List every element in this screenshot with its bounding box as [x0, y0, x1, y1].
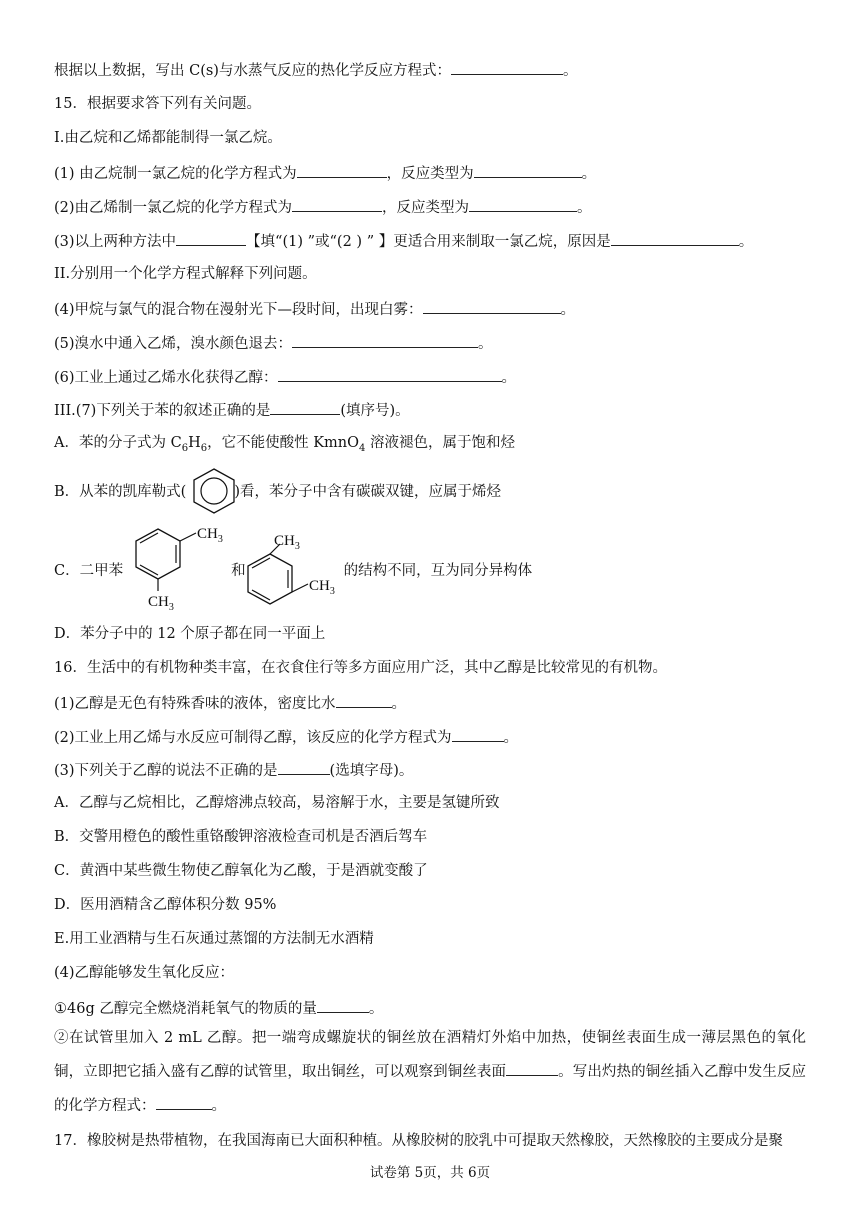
section-ii-heading: II.分别用一个化学方程式解释下列问题。: [54, 266, 317, 282]
question-15-7: III.(7)下列关于苯的叙述正确的是 (填序号)。: [54, 399, 410, 421]
ch3-label: $CH_3$: [148, 594, 174, 613]
question-15-title: 15．根据要求答下列有关问题。: [54, 96, 261, 112]
answer-blank[interactable]: [292, 196, 382, 212]
section-i-heading: I.由乙烷和乙烯都能制得一氯乙烷。: [54, 130, 282, 146]
option-d: D．苯分子中的 12 个原子都在同一平面上: [54, 626, 326, 642]
question-16-4-1: ①46g 乙醇完全燃烧消耗氧气的物质的量 。: [54, 997, 383, 1019]
page-footer: 试卷第 5页，共 6页: [369, 1165, 491, 1181]
option-16-c: C．黄酒中某些微生物使乙醇氧化为乙酸，于是酒就变酸了: [54, 863, 428, 879]
answer-blank[interactable]: [451, 59, 563, 75]
line-heat-equation: 根据以上数据，写出 C(s)与水蒸气反应的热化学反应方程式： 。: [54, 59, 577, 81]
ch3-label: $CH_3$: [274, 533, 300, 552]
answer-blank[interactable]: [452, 726, 504, 742]
answer-blank[interactable]: [292, 332, 478, 348]
answer-blank[interactable]: [469, 196, 577, 212]
option-16-e: E.用工业酒精与生石灰通过蒸馏的方法制无水酒精: [54, 931, 374, 947]
answer-blank[interactable]: [278, 759, 330, 775]
option-a: A．苯的分子式为 $C_6H_6$，它不能使酸性 KmnO$_4$ 溶液褪色，属于饱和烃: [54, 435, 515, 454]
option-c: C．二甲苯 和 的结构不同，互为同分异构体: [54, 563, 533, 579]
question-15-1: (1) 由乙烷制一氯乙烷的化学方程式为 ，反应类型为 。: [54, 162, 596, 184]
answer-blank[interactable]: [278, 366, 502, 382]
question-16-4: (4)乙醇能够发生氧化反应：: [54, 965, 235, 981]
option-16-b: B．交警用橙色的酸性重铬酸钾溶液检查司机是否酒后驾车: [54, 829, 428, 845]
ch3-label: $CH_3$: [197, 526, 223, 545]
answer-blank[interactable]: [270, 399, 340, 415]
option-16-d: D．医用酒精含乙醇体积分数 95%: [54, 897, 277, 913]
option-16-a: A．乙醇与乙烷相比，乙醇熔沸点较高，易溶解于水，主要是氢键所致: [54, 795, 500, 811]
kekule-benzene-structure: [190, 466, 238, 516]
question-15-6: (6)工业上通过乙烯水化获得乙醇： 。: [54, 366, 516, 388]
question-16-4-2: ②在试管里加入 2 mL 乙醇。把一端弯成螺旋状的铜丝放在酒精灯外焰中加热，使铜丝表面生成一薄层黑色的氧化铜，立即把它插入盛有乙醇的试管里，取出铜丝，可以观察到铜丝表面 。写出灼热的铜丝插入乙醇中发生反应的化学方程式： 。: [54, 1030, 807, 1114]
question-16-2: (2)工业上用乙烯与水反应可制得乙醇，该反应的化学方程式为 。: [54, 726, 518, 748]
answer-blank[interactable]: [156, 1094, 212, 1110]
answer-blank[interactable]: [297, 162, 387, 178]
answer-blank[interactable]: [423, 298, 561, 314]
question-16-3: (3)下列关于乙醇的说法不正确的是 (选填字母)。: [54, 759, 413, 781]
question-15-4: (4)甲烷与氯气的混合物在漫射光下—段时间，出现白雾： 。: [54, 298, 575, 320]
answer-blank[interactable]: [506, 1060, 558, 1076]
option-b: B．从苯的凯库勒式( )看，苯分子中含有碳碳双键，应属于烯烃: [54, 484, 501, 500]
answer-blank[interactable]: [474, 162, 582, 178]
answer-blank[interactable]: [336, 692, 392, 708]
answer-blank[interactable]: [176, 230, 246, 246]
question-16-1: (1)乙醇是无色有特殊香味的液体，密度比水 。: [54, 692, 406, 714]
question-15-5: (5)溴水中通入乙烯，溴水颜色退去： 。: [54, 332, 493, 354]
question-15-2: (2)由乙烯制一氯乙烷的化学方程式为 ，反应类型为 。: [54, 196, 592, 218]
answer-blank[interactable]: [317, 997, 369, 1013]
ch3-label: $CH_3$: [309, 578, 335, 597]
question-17: 17．橡胶树是热带植物，在我国海南已大面积种植。从橡胶树的胶乳中可提取天然橡胶，天然橡胶的主要成分是聚: [54, 1133, 783, 1149]
answer-blank[interactable]: [611, 230, 739, 246]
question-15-3: (3)以上两种方法中 【填“(1) ”或“(2 ) ” 】更适合用来制取一氯乙烷，原因是 。: [54, 230, 753, 252]
question-16-title: 16．生活中的有机物种类丰富，在衣食住行等多方面应用广泛，其中乙醇是比较常见的有机物。: [54, 660, 667, 676]
